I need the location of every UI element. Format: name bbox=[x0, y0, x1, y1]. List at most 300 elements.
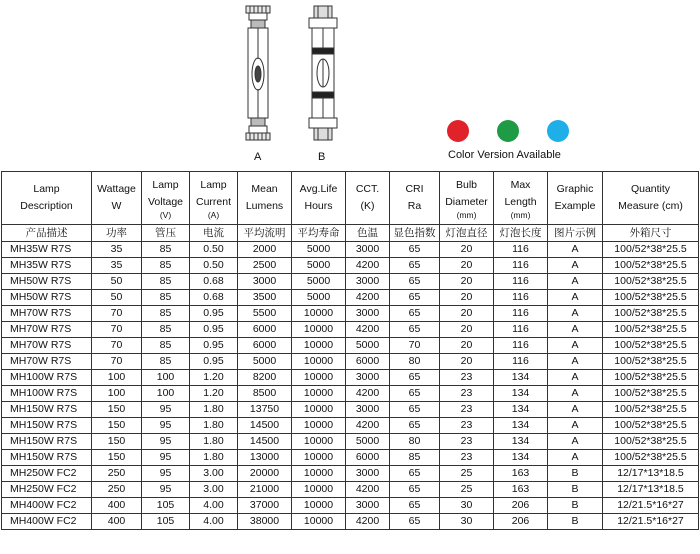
table-cell: 100/52*38*25.5 bbox=[603, 258, 699, 274]
table-cell: 23 bbox=[440, 370, 494, 386]
table-cell: 100/52*38*25.5 bbox=[603, 322, 699, 338]
table-cell: 70 bbox=[92, 306, 142, 322]
cn-header-cell: 电流 bbox=[190, 225, 238, 242]
table-cell: 30 bbox=[440, 498, 494, 514]
table-cell: 23 bbox=[440, 402, 494, 418]
table-cell: 1.80 bbox=[190, 418, 238, 434]
table-cell: A bbox=[548, 274, 603, 290]
table-cell: MH150W R7S bbox=[2, 418, 92, 434]
table-cell: 3.00 bbox=[190, 466, 238, 482]
table-cell: 14500 bbox=[238, 418, 292, 434]
table-cell: 100/52*38*25.5 bbox=[603, 434, 699, 450]
table-cell: 10000 bbox=[292, 322, 346, 338]
table-cell: 1.80 bbox=[190, 434, 238, 450]
column-header bbox=[603, 172, 699, 225]
table-cell: A bbox=[548, 418, 603, 434]
header-line2: Description bbox=[20, 200, 73, 212]
table-cell: 100/52*38*25.5 bbox=[603, 402, 699, 418]
table-cell: MH50W R7S bbox=[2, 290, 92, 306]
table-cell: 4200 bbox=[346, 482, 390, 498]
table-cell: 20 bbox=[440, 290, 494, 306]
table-cell: 206 bbox=[494, 514, 548, 530]
table-cell: 100/52*38*25.5 bbox=[603, 290, 699, 306]
table-cell: 95 bbox=[142, 434, 190, 450]
column-header bbox=[548, 172, 603, 225]
table-cell: 2500 bbox=[238, 258, 292, 274]
table-cell: A bbox=[548, 258, 603, 274]
cn-header-cell: 色温 bbox=[346, 225, 390, 242]
table-cell: 206 bbox=[494, 498, 548, 514]
table-cell: MH70W R7S bbox=[2, 322, 92, 338]
table-cell: 3000 bbox=[346, 306, 390, 322]
lamp-figures bbox=[0, 0, 700, 168]
table-cell: 6000 bbox=[238, 322, 292, 338]
table-cell: 4.00 bbox=[190, 498, 238, 514]
lamp-a-label: A bbox=[254, 151, 262, 163]
table-cell: 23 bbox=[440, 450, 494, 466]
table-cell: 25 bbox=[440, 482, 494, 498]
table-cell: 10000 bbox=[292, 450, 346, 466]
table-cell: 10000 bbox=[292, 514, 346, 530]
table-cell: 3.00 bbox=[190, 482, 238, 498]
table-cell: 85 bbox=[142, 274, 190, 290]
table-cell: 6000 bbox=[346, 450, 390, 466]
header-unit: (V) bbox=[159, 209, 172, 220]
table-cell: 116 bbox=[494, 338, 548, 354]
table-cell: 23 bbox=[440, 418, 494, 434]
table-cell: 150 bbox=[92, 418, 142, 434]
table-cell: 70 bbox=[390, 338, 440, 354]
table-cell: 400 bbox=[92, 514, 142, 530]
table-cell: MH70W R7S bbox=[2, 306, 92, 322]
table-cell: 13750 bbox=[238, 402, 292, 418]
table-cell: 20 bbox=[440, 274, 494, 290]
color-versions bbox=[440, 120, 600, 168]
table-cell: 12/17*13*18.5 bbox=[603, 482, 699, 498]
table-row bbox=[2, 354, 699, 370]
column-header bbox=[346, 172, 390, 225]
table-cell: 0.68 bbox=[190, 274, 238, 290]
table-cell: 12/21.5*16*27 bbox=[603, 498, 699, 514]
table-cell: B bbox=[548, 466, 603, 482]
header-line2: (K) bbox=[360, 200, 375, 212]
table-cell: MH35W R7S bbox=[2, 258, 92, 274]
table-cell: MH250W FC2 bbox=[2, 466, 92, 482]
table-cell: 70 bbox=[92, 354, 142, 370]
header-row bbox=[2, 172, 699, 225]
header-line2: Lumens bbox=[245, 200, 284, 212]
table-cell: 100 bbox=[92, 386, 142, 402]
table-cell: 8500 bbox=[238, 386, 292, 402]
table-cell: 250 bbox=[92, 466, 142, 482]
table-cell: 80 bbox=[390, 354, 440, 370]
table-cell: MH150W R7S bbox=[2, 434, 92, 450]
table-cell: 100/52*38*25.5 bbox=[603, 450, 699, 466]
cn-header-cell: 平均流明 bbox=[238, 225, 292, 242]
header-line2: Example bbox=[554, 200, 596, 212]
table-row bbox=[2, 466, 699, 482]
table-cell: 10000 bbox=[292, 338, 346, 354]
table-cell: 23 bbox=[440, 434, 494, 450]
table-cell: 1.20 bbox=[190, 386, 238, 402]
table-cell: 65 bbox=[390, 498, 440, 514]
table-cell: 10000 bbox=[292, 466, 346, 482]
table-cell: B bbox=[548, 498, 603, 514]
table-cell: 23 bbox=[440, 386, 494, 402]
table-cell: 116 bbox=[494, 354, 548, 370]
table-body bbox=[2, 242, 699, 530]
cn-header-row bbox=[2, 225, 699, 242]
table-cell: 85 bbox=[142, 338, 190, 354]
table-cell: 116 bbox=[494, 274, 548, 290]
table-cell: 134 bbox=[494, 370, 548, 386]
table-cell: 3000 bbox=[346, 466, 390, 482]
table-cell: 13000 bbox=[238, 450, 292, 466]
cn-header-cell: 灯泡长度 bbox=[494, 225, 548, 242]
table-cell: 3000 bbox=[346, 402, 390, 418]
table-cell: MH35W R7S bbox=[2, 242, 92, 258]
table-cell: 100/52*38*25.5 bbox=[603, 306, 699, 322]
table-cell: A bbox=[548, 370, 603, 386]
table-cell: 65 bbox=[390, 466, 440, 482]
table-cell: 150 bbox=[92, 402, 142, 418]
header-line1: Max bbox=[510, 178, 531, 191]
header-line1: CRI bbox=[405, 183, 424, 195]
table-cell: 116 bbox=[494, 290, 548, 306]
table-cell: 10000 bbox=[292, 498, 346, 514]
table-cell: 20 bbox=[440, 338, 494, 354]
table-row bbox=[2, 338, 699, 354]
table-cell: 65 bbox=[390, 514, 440, 530]
table-row bbox=[2, 434, 699, 450]
table-cell: 0.50 bbox=[190, 258, 238, 274]
table-cell: 10000 bbox=[292, 434, 346, 450]
table-row bbox=[2, 386, 699, 402]
column-header bbox=[440, 172, 494, 225]
spec-table bbox=[1, 171, 699, 530]
table-cell: 134 bbox=[494, 450, 548, 466]
table-cell: 5000 bbox=[292, 274, 346, 290]
table-cell: 134 bbox=[494, 418, 548, 434]
table-cell: 25 bbox=[440, 466, 494, 482]
table-cell: 3000 bbox=[346, 274, 390, 290]
table-row bbox=[2, 322, 699, 338]
table-cell: 5000 bbox=[292, 258, 346, 274]
column-header bbox=[494, 172, 548, 225]
table-cell: 95 bbox=[142, 418, 190, 434]
table-row bbox=[2, 258, 699, 274]
table-cell: 4.00 bbox=[190, 514, 238, 530]
column-header bbox=[292, 172, 346, 225]
table-cell: 5000 bbox=[238, 354, 292, 370]
table-cell: 116 bbox=[494, 322, 548, 338]
table-cell: A bbox=[548, 434, 603, 450]
header-line2: Measure (cm) bbox=[618, 200, 683, 212]
table-cell: 85 bbox=[142, 290, 190, 306]
header-unit: (mm) bbox=[510, 209, 531, 220]
table-cell: 5500 bbox=[238, 306, 292, 322]
table-cell: A bbox=[548, 322, 603, 338]
table-row bbox=[2, 450, 699, 466]
table-cell: 65 bbox=[390, 242, 440, 258]
table-cell: 65 bbox=[390, 402, 440, 418]
table-cell: 50 bbox=[92, 274, 142, 290]
table-cell: 5000 bbox=[346, 338, 390, 354]
table-cell: MH50W R7S bbox=[2, 274, 92, 290]
cn-header-cell: 图片示例 bbox=[548, 225, 603, 242]
table-cell: MH400W FC2 bbox=[2, 498, 92, 514]
table-cell: 20 bbox=[440, 258, 494, 274]
table-cell: 95 bbox=[142, 466, 190, 482]
column-header bbox=[92, 172, 142, 225]
table-cell: 134 bbox=[494, 402, 548, 418]
table-cell: 50 bbox=[92, 290, 142, 306]
table-cell: 10000 bbox=[292, 386, 346, 402]
table-row bbox=[2, 498, 699, 514]
header-line1: Wattage bbox=[97, 183, 136, 195]
table-cell: 5000 bbox=[292, 242, 346, 258]
table-cell: 10000 bbox=[292, 370, 346, 386]
table-row bbox=[2, 418, 699, 434]
table-cell: 65 bbox=[390, 370, 440, 386]
lamp-b-label: B bbox=[318, 151, 326, 163]
table-cell: 85 bbox=[142, 242, 190, 258]
table-cell: 8200 bbox=[238, 370, 292, 386]
table-cell: 10000 bbox=[292, 418, 346, 434]
table-cell: 6000 bbox=[238, 338, 292, 354]
table-cell: 80 bbox=[390, 434, 440, 450]
table-cell: MH150W R7S bbox=[2, 450, 92, 466]
table-cell: 1.20 bbox=[190, 370, 238, 386]
table-cell: 10000 bbox=[292, 306, 346, 322]
table-cell: MH150W R7S bbox=[2, 402, 92, 418]
table-cell: MH100W R7S bbox=[2, 370, 92, 386]
column-header bbox=[390, 172, 440, 225]
table-cell: 100 bbox=[142, 370, 190, 386]
cn-header-cell: 平均寿命 bbox=[292, 225, 346, 242]
table-cell: 100/52*38*25.5 bbox=[603, 338, 699, 354]
header-line2: Diameter bbox=[445, 195, 488, 208]
table-cell: 21000 bbox=[238, 482, 292, 498]
header-line2: Length bbox=[504, 195, 537, 208]
table-cell: 20 bbox=[440, 322, 494, 338]
table-row bbox=[2, 514, 699, 530]
table-cell: 4200 bbox=[346, 258, 390, 274]
header-line1: Lamp bbox=[200, 178, 227, 191]
header-line2: Current bbox=[195, 195, 231, 208]
table-cell: 250 bbox=[92, 482, 142, 498]
table-cell: 3000 bbox=[238, 274, 292, 290]
table-cell: 65 bbox=[390, 258, 440, 274]
table-cell: 20 bbox=[440, 242, 494, 258]
table-cell: A bbox=[548, 450, 603, 466]
table-cell: 163 bbox=[494, 466, 548, 482]
table-cell: 100/52*38*25.5 bbox=[603, 418, 699, 434]
table-cell: 116 bbox=[494, 306, 548, 322]
table-cell: 70 bbox=[92, 322, 142, 338]
table-cell: 95 bbox=[142, 450, 190, 466]
table-cell: 65 bbox=[390, 322, 440, 338]
header-line2: Ra bbox=[407, 200, 422, 212]
column-header bbox=[238, 172, 292, 225]
table-cell: 65 bbox=[390, 482, 440, 498]
table-cell: A bbox=[548, 354, 603, 370]
table-cell: 3000 bbox=[346, 242, 390, 258]
table-cell: 4200 bbox=[346, 290, 390, 306]
cn-header-cell: 灯泡直径 bbox=[440, 225, 494, 242]
table-cell: MH100W R7S bbox=[2, 386, 92, 402]
table-cell: 20 bbox=[440, 354, 494, 370]
table-cell: 100 bbox=[142, 386, 190, 402]
table-cell: 10000 bbox=[292, 402, 346, 418]
table-cell: 5000 bbox=[346, 434, 390, 450]
table-cell: 0.95 bbox=[190, 354, 238, 370]
table-cell: A bbox=[548, 242, 603, 258]
header-unit: (A) bbox=[207, 209, 220, 220]
table-cell: 105 bbox=[142, 498, 190, 514]
table-cell: 150 bbox=[92, 450, 142, 466]
green-swatch bbox=[497, 120, 519, 142]
table-cell: 10000 bbox=[292, 354, 346, 370]
table-cell: 20 bbox=[440, 306, 494, 322]
table-cell: 116 bbox=[494, 242, 548, 258]
table-cell: 4200 bbox=[346, 514, 390, 530]
table-cell: 20000 bbox=[238, 466, 292, 482]
header-line1: CCT. bbox=[355, 183, 380, 195]
table-cell: 3000 bbox=[346, 370, 390, 386]
table-cell: 12/21.5*16*27 bbox=[603, 514, 699, 530]
table-cell: 105 bbox=[142, 514, 190, 530]
column-header bbox=[2, 172, 92, 225]
cn-header-cell: 显色指数 bbox=[390, 225, 440, 242]
table-cell: 400 bbox=[92, 498, 142, 514]
table-cell: 30 bbox=[440, 514, 494, 530]
table-cell: 35 bbox=[92, 242, 142, 258]
table-row bbox=[2, 242, 699, 258]
header-line1: Avg.Life bbox=[299, 183, 338, 195]
column-header bbox=[190, 172, 238, 225]
header-line2: Hours bbox=[304, 200, 333, 212]
table-cell: 12/17*13*18.5 bbox=[603, 466, 699, 482]
table-cell: 70 bbox=[92, 338, 142, 354]
cn-header-cell: 外箱尺寸 bbox=[603, 225, 699, 242]
color-caption: Color Version Available bbox=[448, 149, 561, 161]
table-cell: 100/52*38*25.5 bbox=[603, 370, 699, 386]
table-cell: B bbox=[548, 514, 603, 530]
table-cell: 3500 bbox=[238, 290, 292, 306]
header-line1: Quantity bbox=[630, 183, 671, 195]
table-cell: 35 bbox=[92, 258, 142, 274]
table-cell: 95 bbox=[142, 482, 190, 498]
table-cell: 95 bbox=[142, 402, 190, 418]
table-cell: 2000 bbox=[238, 242, 292, 258]
table-cell: 116 bbox=[494, 258, 548, 274]
cn-header-cell: 功率 bbox=[92, 225, 142, 242]
table-cell: 134 bbox=[494, 434, 548, 450]
table-cell: 10000 bbox=[292, 482, 346, 498]
table-cell: 1.80 bbox=[190, 450, 238, 466]
table-cell: 65 bbox=[390, 386, 440, 402]
table-cell: 100/52*38*25.5 bbox=[603, 386, 699, 402]
table-row bbox=[2, 402, 699, 418]
lamp-a-drawing bbox=[238, 4, 278, 142]
table-cell: 100/52*38*25.5 bbox=[603, 242, 699, 258]
table-row bbox=[2, 290, 699, 306]
table-cell: 100/52*38*25.5 bbox=[603, 354, 699, 370]
table-cell: 38000 bbox=[238, 514, 292, 530]
table-cell: 0.95 bbox=[190, 338, 238, 354]
header-line1: Mean bbox=[251, 183, 278, 195]
header-unit: (mm) bbox=[456, 209, 477, 220]
header-line1: Lamp bbox=[152, 178, 179, 191]
cn-header-cell: 产品描述 bbox=[2, 225, 92, 242]
table-cell: A bbox=[548, 290, 603, 306]
header-line2: W bbox=[111, 200, 122, 212]
table-cell: MH70W R7S bbox=[2, 354, 92, 370]
table-cell: MH70W R7S bbox=[2, 338, 92, 354]
lamp-b-drawing bbox=[303, 4, 343, 142]
table-row bbox=[2, 274, 699, 290]
table-cell: 85 bbox=[142, 322, 190, 338]
blue-swatch bbox=[547, 120, 569, 142]
table-cell: 14500 bbox=[238, 434, 292, 450]
table-cell: MH250W FC2 bbox=[2, 482, 92, 498]
header-line2: Voltage bbox=[147, 195, 184, 208]
table-cell: 134 bbox=[494, 386, 548, 402]
table-cell: 100/52*38*25.5 bbox=[603, 274, 699, 290]
table-cell: 85 bbox=[390, 450, 440, 466]
table-cell: 85 bbox=[142, 354, 190, 370]
table-cell: A bbox=[548, 338, 603, 354]
red-swatch bbox=[447, 120, 469, 142]
table-cell: 85 bbox=[142, 258, 190, 274]
table-cell: 65 bbox=[390, 274, 440, 290]
table-cell: 85 bbox=[142, 306, 190, 322]
table-cell: 4200 bbox=[346, 418, 390, 434]
table-cell: 65 bbox=[390, 290, 440, 306]
table-row bbox=[2, 482, 699, 498]
table-cell: 4200 bbox=[346, 322, 390, 338]
table-cell: 65 bbox=[390, 418, 440, 434]
table-cell: 0.68 bbox=[190, 290, 238, 306]
table-cell: 37000 bbox=[238, 498, 292, 514]
table-row bbox=[2, 306, 699, 322]
table-cell: B bbox=[548, 482, 603, 498]
table-cell: 1.80 bbox=[190, 402, 238, 418]
table-cell: 150 bbox=[92, 434, 142, 450]
header-line1: Graphic bbox=[556, 183, 594, 195]
table-cell: 5000 bbox=[292, 290, 346, 306]
table-cell: A bbox=[548, 306, 603, 322]
table-cell: 163 bbox=[494, 482, 548, 498]
table-row bbox=[2, 370, 699, 386]
table-cell: 100 bbox=[92, 370, 142, 386]
table-cell: 6000 bbox=[346, 354, 390, 370]
table-cell: 65 bbox=[390, 306, 440, 322]
table-cell: 0.50 bbox=[190, 242, 238, 258]
table-cell: 3000 bbox=[346, 498, 390, 514]
table-cell: A bbox=[548, 386, 603, 402]
cn-header-cell: 管压 bbox=[142, 225, 190, 242]
table-cell: 4200 bbox=[346, 386, 390, 402]
table-cell: 0.95 bbox=[190, 306, 238, 322]
header-line1: Lamp bbox=[33, 183, 60, 195]
header-line1: Bulb bbox=[455, 178, 477, 191]
table-cell: 0.95 bbox=[190, 322, 238, 338]
column-header bbox=[142, 172, 190, 225]
table-cell: MH400W FC2 bbox=[2, 514, 92, 530]
table-cell: A bbox=[548, 402, 603, 418]
